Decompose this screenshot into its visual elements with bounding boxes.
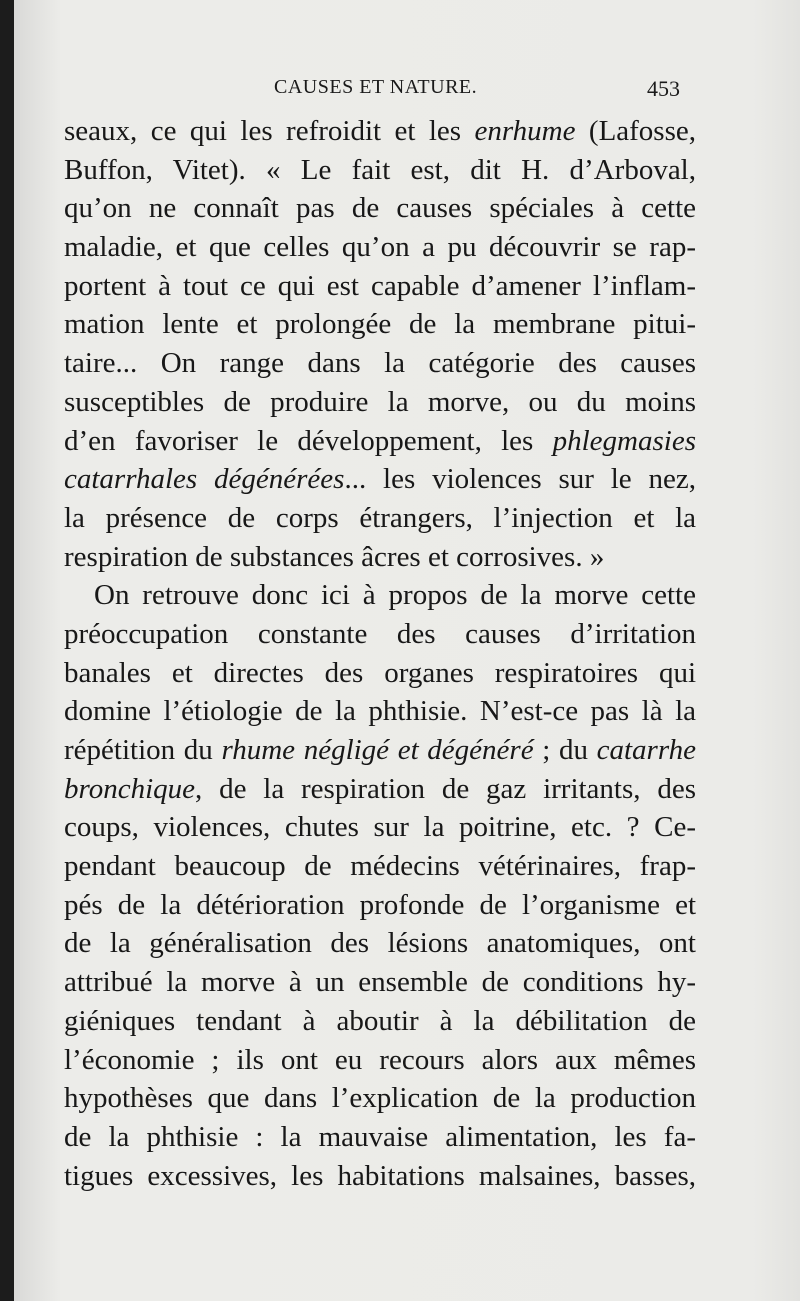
body-text xyxy=(64,112,696,1195)
text-line: banales et directes des organes respiratoires qui xyxy=(64,656,696,689)
text-line: pendant beaucoup de médecins vétérinaires, frap- xyxy=(64,850,696,883)
text-line: maladie, et que celles qu’on a pu découvrir se rap- xyxy=(64,231,696,264)
text-line: Buffon, Vitet). « Le fait est, dit H. d’Arboval, xyxy=(64,153,696,186)
text-line: catarrhales dégénérées... les violences sur le nez, xyxy=(64,463,696,496)
text-line: pés de la détérioration profonde de l’organisme et xyxy=(64,888,696,921)
text-line: bronchique, de la respiration de gaz irritants, des xyxy=(64,772,696,805)
text-line: portent à tout ce qui est capable d’amener l’inflam- xyxy=(64,269,696,302)
text-line: qu’on ne connaît pas de causes spéciales à cette xyxy=(64,192,696,225)
text-line: coups, violences, chutes sur la poitrine, etc. ? Ce- xyxy=(64,811,696,844)
text-line: la présence de corps étrangers, l’injection et la xyxy=(64,501,696,534)
text-line: hypothèses que dans l’explication de la production xyxy=(64,1082,696,1115)
page-header xyxy=(14,76,800,106)
text-line: respiration de substances âcres et corrosives. » xyxy=(64,540,605,573)
text-line: de la phthisie : la mauvaise alimentation, les fa- xyxy=(64,1120,696,1153)
text-line: domine l’étiologie de la phthisie. N’est-ce pas là la xyxy=(64,695,696,728)
text-line: giéniques tendant à aboutir à la débilitation de xyxy=(64,1004,696,1037)
text-line: On retrouve donc ici à propos de la morve cette xyxy=(94,579,696,612)
page-number: 453 xyxy=(647,76,680,101)
text-line: attribué la morve à un ensemble de conditions hy- xyxy=(64,966,696,999)
text-line: répétition du rhume négligé et dégénéré ; du catarrhe xyxy=(64,734,696,766)
text-line: d’en favoriser le développement, les phlegmasies xyxy=(64,424,696,457)
text-line: susceptibles de produire la morve, ou du moins xyxy=(64,385,696,418)
book-page xyxy=(14,0,800,1301)
text-line: l’économie ; ils ont eu recours alors aux mêmes xyxy=(64,1043,696,1076)
text-line: tigues excessives, les habitations malsaines, basses, xyxy=(64,1159,696,1192)
text-line: seaux, ce qui les refroidit et les enrhume (Lafosse, xyxy=(64,115,696,147)
text-line: taire... On range dans la catégorie des causes xyxy=(64,347,696,380)
running-title: CAUSES ET NATURE. xyxy=(274,76,478,98)
text-line: préoccupation constante des causes d’irritation xyxy=(64,617,696,650)
text-line: mation lente et prolongée de la membrane pitui- xyxy=(64,308,696,341)
text-line: de la généralisation des lésions anatomiques, ont xyxy=(64,927,696,960)
